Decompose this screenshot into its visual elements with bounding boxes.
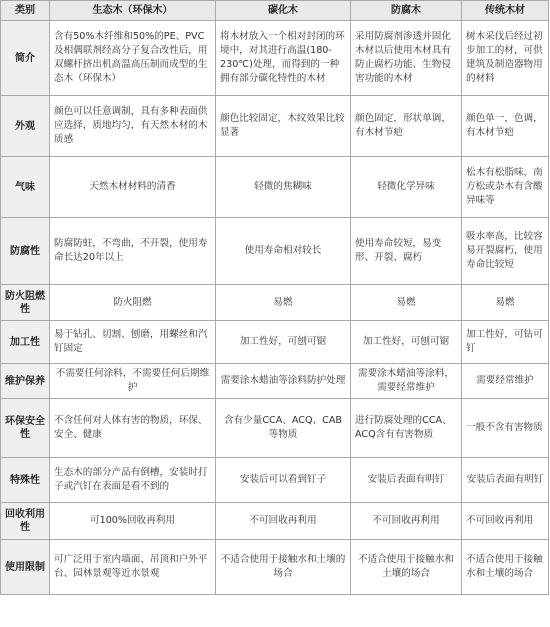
header-row xyxy=(1,1,549,21)
table-cell: 需要经常维护 xyxy=(462,364,549,399)
table-cell: 轻微的焦糊味 xyxy=(216,157,351,218)
table-cell: 不适合使用于接触水和土壤的场合 xyxy=(462,540,549,595)
table-row xyxy=(1,285,549,321)
table-row xyxy=(1,540,549,595)
table-cell: 可100%回收再利用 xyxy=(50,503,216,540)
header-category: 类别 xyxy=(1,1,50,21)
table-cell: 安装后可以看到钉子 xyxy=(216,458,351,503)
table-cell: 防腐防蛀，不弯曲，不开裂，使用寿命长达20年以上 xyxy=(50,218,216,285)
table-cell: 不可回收再利用 xyxy=(351,503,462,540)
table-row xyxy=(1,503,549,540)
table-row xyxy=(1,218,549,285)
table-cell: 生态木的部分产品有倒槽，安装时打子或汽钉在表面是看不到的 xyxy=(50,458,216,503)
table-cell: 不可回收再利用 xyxy=(462,503,549,540)
table-cell: 颜色单一，色调，有木材节疤 xyxy=(462,96,549,157)
table-cell: 将木材放入一个相对封闭的环境中，对其进行高温(180-230℃)处理，而得到的一种拥有部分碳化特性的木材 xyxy=(216,21,351,96)
table-cell: 易燃 xyxy=(216,285,351,321)
table-row xyxy=(1,399,549,458)
table-cell: 不含任何对人体有害的物质，环保、安全、健康 xyxy=(50,399,216,458)
table-row xyxy=(1,157,549,218)
table-cell: 加工性好，可刨可锯 xyxy=(216,321,351,364)
table-row xyxy=(1,364,549,399)
table-cell: 易于钻孔、切割、刨磨，用螺丝和汽钉固定 xyxy=(50,321,216,364)
header-traditional-wood: 传统木材 xyxy=(462,1,549,21)
table-cell: 一般不含有害物质 xyxy=(462,399,549,458)
table-row xyxy=(1,321,549,364)
table-cell: 防火阻燃 xyxy=(50,285,216,321)
table-row xyxy=(1,21,549,96)
table-cell: 轻微化学异味 xyxy=(351,157,462,218)
table-cell: 进行防腐处理的CCA、ACQ含有有害物质 xyxy=(351,399,462,458)
table-cell: 天然木材材料的清香 xyxy=(50,157,216,218)
table-cell: 颜色固定，形状单调，有木材节疤 xyxy=(351,96,462,157)
table-cell: 不适合使用于接触水和土壤的场合 xyxy=(216,540,351,595)
table-cell: 使用寿命较短，易变形、开裂、腐朽 xyxy=(351,218,462,285)
table-cell: 需要涂木蜡油等涂料防护处理 xyxy=(216,364,351,399)
table-cell: 使用寿命相对较长 xyxy=(216,218,351,285)
table-row xyxy=(1,458,549,503)
row-label: 使用限制 xyxy=(1,540,50,595)
table-cell: 加工性好，可刨可锯 xyxy=(351,321,462,364)
table-cell: 含有少量CCA、ACQ、CAB等物质 xyxy=(216,399,351,458)
row-label: 环保安全性 xyxy=(1,399,50,458)
table-cell: 易燃 xyxy=(351,285,462,321)
table-cell: 采用防腐剂渗透并固化木材以后使用木材具有防止腐朽功能、生物侵害功能的木材 xyxy=(351,21,462,96)
table-cell: 不需要任何涂料，不需要任何后期维护 xyxy=(50,364,216,399)
table-cell: 松木有松脂味，南方松或杂木有含酸异味等 xyxy=(462,157,549,218)
table-cell: 不适合使用于接触水和土壤的场合 xyxy=(351,540,462,595)
row-label: 简介 xyxy=(1,21,50,96)
row-label: 防火阻燃性 xyxy=(1,285,50,321)
table-cell: 吸水率高，比较容易开裂腐朽，使用寿命比较短 xyxy=(462,218,549,285)
row-label: 特殊性 xyxy=(1,458,50,503)
table-cell: 可广泛用于室内墙面、吊顶和户外平台、园林景观等近水景观 xyxy=(50,540,216,595)
row-label: 维护保养 xyxy=(1,364,50,399)
table-cell: 树木采伐后经过初步加工的材，可供建筑及制造器物用的材料 xyxy=(462,21,549,96)
table-cell: 安装后表面有明钉 xyxy=(351,458,462,503)
row-label: 气味 xyxy=(1,157,50,218)
table-cell: 不可回收再利用 xyxy=(216,503,351,540)
header-carbonized-wood: 碳化木 xyxy=(216,1,351,21)
header-eco-wood: 生态木（环保木） xyxy=(50,1,216,21)
table-cell: 易燃 xyxy=(462,285,549,321)
row-label: 防腐性 xyxy=(1,218,50,285)
row-label: 回收利用性 xyxy=(1,503,50,540)
table-cell: 含有50%木纤维和50%的PE、PVC及相偶联剂经高分子复合改性后，用双螺杆挤出机高温高压制而成型的生态木（环保木） xyxy=(50,21,216,96)
table-cell: 需要涂木蜡油等涂料，需要经常维护 xyxy=(351,364,462,399)
header-preserved-wood: 防腐木 xyxy=(351,1,462,21)
table-cell: 加工性好，可钻可钉 xyxy=(462,321,549,364)
row-label: 加工性 xyxy=(1,321,50,364)
table-cell: 颜色可以任意调制，具有多种表面供应选择，质地均匀，有天然木材的木质感 xyxy=(50,96,216,157)
table-row xyxy=(1,96,549,157)
row-label: 外观 xyxy=(1,96,50,157)
table-cell: 颜色比较固定，木纹效果比较显著 xyxy=(216,96,351,157)
table-cell: 安装后表面有明钉 xyxy=(462,458,549,503)
